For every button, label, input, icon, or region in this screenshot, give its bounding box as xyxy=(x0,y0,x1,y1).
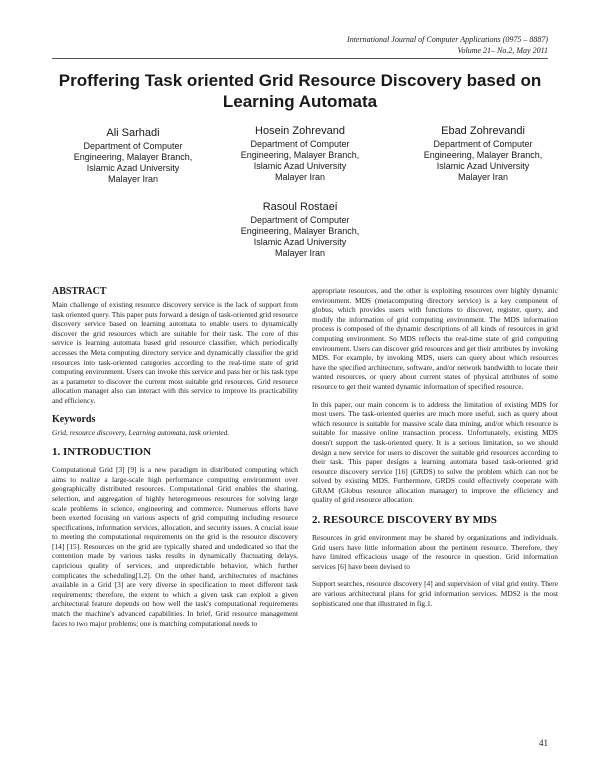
journal-header xyxy=(347,34,548,56)
author-affiliation-line: Malayer Iran xyxy=(274,172,326,182)
author-affiliation-line: Malayer Iran xyxy=(107,174,159,184)
author-affiliation-line: Islamic Azad University xyxy=(86,163,180,173)
page-number: 41 xyxy=(539,738,548,748)
header-divider xyxy=(52,58,548,59)
author-affiliation-line: Malayer Iran xyxy=(457,172,509,182)
author-name: Ebad Zohrevandi xyxy=(441,125,525,137)
keywords-text: Grid, resource discovery, Learning automata, task oriented. xyxy=(52,427,230,437)
author-affiliation-line: Engineering, Malayer Branch, xyxy=(240,150,360,160)
author-affiliation-line: Islamic Azad University xyxy=(253,237,347,247)
author-block-1 xyxy=(48,126,218,185)
author-affiliation-line: Engineering, Malayer Branch, xyxy=(423,150,543,160)
author-block-2 xyxy=(215,124,385,183)
introduction-text: Computational Grid [3] [9] is a new paradigm in distributed computing which aims to realize a large-scale high performance computing environment over geographically distributed resources. Computational Grid enables the sharing, selection, and aggregation of highly heterogeneous resources for solving large scale problems in science, engineering and commerce. Numerous efforts have been exerted focusing on various aspects of grid computing including resource specifications, information services, allocation, and security issues. A crucial issue to meeting the computational requirements on the grid is the resource discovery [14] [15]. Resources on the grid are typically shared and undedicated so that the contention made by various tasks results in dynamically fluctuating delays, capricious quality of services, and unpredictable behavior, which further complicates the scheduling[1,2]. On the other hand, architectures of machines available in a Grid [3] are very diverse in specification to meet different task requirements; therefore, the extent to which a given task can exploit a given architectural feature depends on how well the task's computational requirements match the machine's advanced capabilities. In brief, Grid resource management faces to two major problems; one is matching computational needs to xyxy=(52,465,298,628)
left-column xyxy=(52,286,298,636)
author-affiliation-line: Engineering, Malayer Branch, xyxy=(240,226,360,236)
author-affiliation-line: Engineering, Malayer Branch, xyxy=(73,152,193,162)
author-affiliation-line: Department of Computer xyxy=(250,139,350,149)
body-paragraph: appropriate resources, and the other is exploiting resources over highly dynamic environment. MDS (metacomputing directory service) is a key component of globus, which provides users with functions to discover, register, query, and modify the information of grid computing environment. The MDS information process is composed of the dynamic descriptions of all kinds of resources in grid computing environment. So MDS reflects the real-time state of grid computing environment. Users can discover grid resources and get their attributes by invoking MDS. For example, by invoking MDS, users can query about which resources have the specified architecture, software, and/or network bandwidth to locate their wanted resources, or query about current states of physical attributes of some resource to get their wanted dynamic information of specified resource. xyxy=(312,286,558,391)
keywords-heading: Keywords xyxy=(52,413,96,425)
author-affiliation-line: Department of Computer xyxy=(433,139,533,149)
abstract-heading: ABSTRACT xyxy=(52,286,107,297)
body-paragraph: Resources in grid environment may be shared by organizations and individuals. Grid users have little information about the pertinent resource. Therefore, they have limited efficacious usage of the resource in question. Grid information services [6] have been devised to xyxy=(312,533,558,571)
journal-volume: Volume 21– No.2, May 2011 xyxy=(457,46,548,55)
author-affiliation-line: Department of Computer xyxy=(83,141,183,151)
author-name: Ali Sarhadi xyxy=(106,127,160,139)
author-name: Hosein Zohrevand xyxy=(255,125,345,137)
body-paragraph: Support searches, resource discovery [4] and supervision of vital grid entity. There are various architectural plans for grid information services. MDS2 is the most sophisticated one that illustrated in fig.1. xyxy=(312,579,558,608)
introduction-heading: 1. INTRODUCTION xyxy=(52,446,152,459)
author-block-3 xyxy=(398,124,568,183)
author-affiliation-line: Islamic Azad University xyxy=(253,161,347,171)
author-name: Rasoul Rostaei xyxy=(262,201,338,213)
body-paragraph: In this paper, our main concern is to address the limitation of existing MDS for most users. The task-oriented queries are much more useful, such as query about which resource is suitable for massive scale data mining, and/or which resource is suitable for massive online transaction process. Unfortunately, existing MDS doesn't support the task-oriented query. It is a serious limitation, so we should design a new service for users to discover the suitable grid resources according to their task. This paper designs a learning automata based task-oriented grid resource discovery service [16] (GRDS) to solve the problem which can not be solved by existing MDS. Furthermore, GRDS could effectively cooperate with GRAM (Globus resource allocation manager) to improve the efficiency and quality of grid resource allocation. xyxy=(312,399,558,505)
paper-title: Proffering Task oriented Grid Resource Discovery based on Learning Automata xyxy=(58,71,542,111)
author-affiliation-line: Malayer Iran xyxy=(274,248,326,258)
author-affiliation-line: Department of Computer xyxy=(250,215,350,225)
author-affiliation-line: Islamic Azad University xyxy=(436,161,530,171)
right-column xyxy=(312,286,558,616)
journal-name: International Journal of Computer Applications (0975 – 8887) xyxy=(347,35,548,44)
abstract-text: Main challenge of existing resource discovery service is the lack of support from task oriented query. This paper puts forward a design of task-oriented grid resource discovery service based on learning automata to enable users to dynamically discover the grid resources which are suitable for their task. The core of this service is learning automata based grid resource classifier, which periodically accesses the Meta computing directory service and dynamically classifier the grid resources into task-oriented categories according to the real-time state of grid computing environment. Users can invoke this service and pass her or his task type as a parameter to discover the current most suitable grid resources. Grid resource allocation manager also can interact with this service to improve its practicability and efficiency. xyxy=(52,300,298,405)
author-block-4 xyxy=(215,200,385,259)
section-2-heading: 2. RESOURCE DISCOVERY BY MDS xyxy=(312,514,497,527)
